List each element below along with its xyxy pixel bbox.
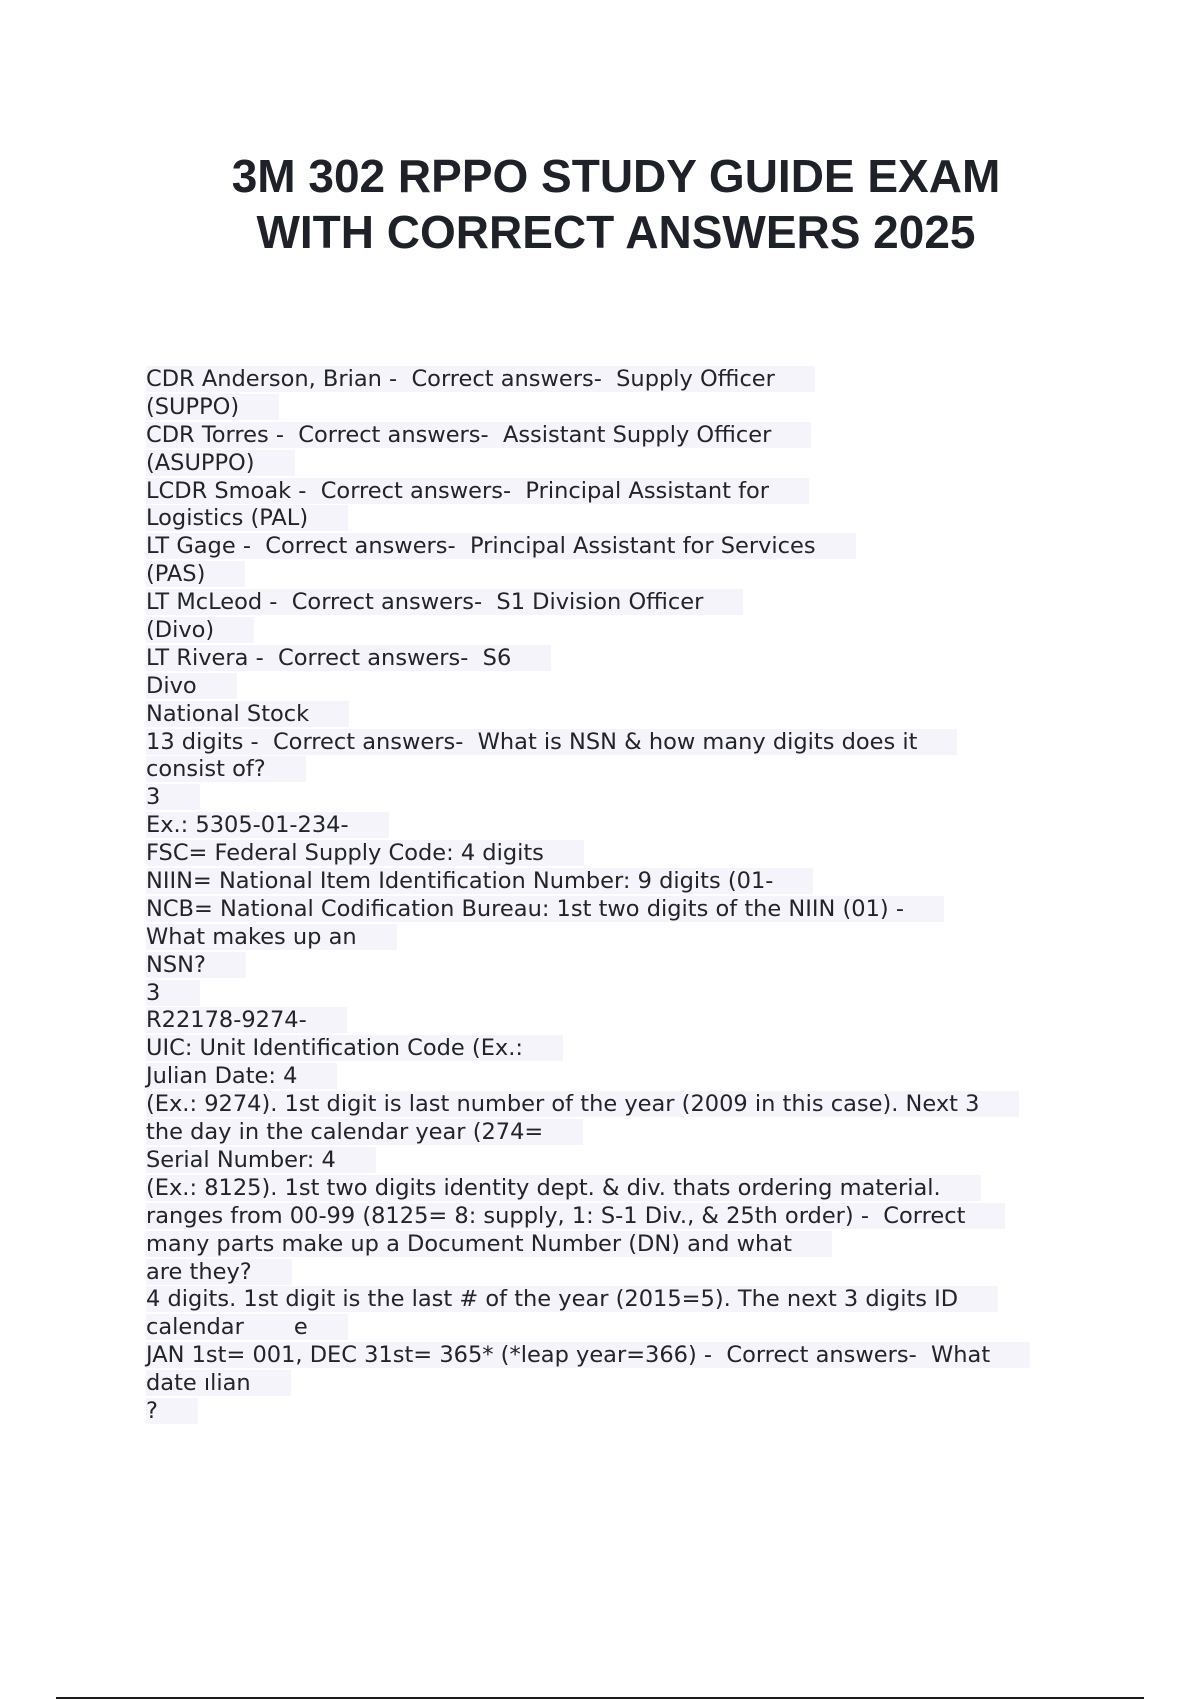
text-line: [146, 1091, 1146, 1119]
text-line: [146, 980, 1146, 1008]
text-line-content: Serial Number: 4: [146, 1147, 376, 1173]
text-line-content: date ılian: [146, 1370, 291, 1396]
text-line-content: are they?: [146, 1259, 292, 1285]
text-line: [146, 673, 1146, 701]
text-line: [146, 812, 1146, 840]
text-line: [146, 1175, 1146, 1203]
text-line: [146, 617, 1146, 645]
text-line-content: Logistics (PAL): [146, 505, 348, 531]
text-line: [146, 1035, 1146, 1063]
text-line: [146, 729, 1146, 757]
text-line: [146, 840, 1146, 868]
text-line-content: (Ex.: 9274). 1st digit is last number of the year (2009 in this case). Next 3: [146, 1091, 1019, 1117]
body-text: [146, 366, 1146, 1426]
text-line-content: ranges from 00-99 (8125= 8: supply, 1: S-1 Div., & 25th order) - Correct: [146, 1203, 1005, 1229]
text-line-content: CDR Torres - Correct answers- Assistant Supply Officer: [146, 422, 811, 448]
text-line: [146, 422, 1146, 450]
text-line-content: FSC= Federal Supply Code: 4 digits: [146, 840, 584, 866]
title-line-2: WITH CORRECT ANSWERS 2025: [256, 206, 976, 258]
text-line-content: JAN 1st= 001, DEC 31st= 365* (*leap year=366) - Correct answers- What: [146, 1342, 1030, 1368]
title-line-1: 3M 302 RPPO STUDY GUIDE EXAM: [231, 150, 1001, 202]
text-line-content: LCDR Smoak - Correct answers- Principal Assistant for: [146, 478, 809, 504]
text-line-content: 4 digits. 1st digit is the last # of the year (2015=5). The next 3 digits ID: [146, 1286, 998, 1312]
text-line: [146, 589, 1146, 617]
text-line-content: UIC: Unit Identification Code (Ex.:: [146, 1035, 563, 1061]
text-line: [146, 756, 1146, 784]
text-line-content: 13 digits - Correct answers- What is NSN & how many digits does it: [146, 729, 957, 755]
text-line: [146, 1370, 1146, 1398]
text-line: [146, 366, 1146, 394]
text-line: [146, 701, 1146, 729]
text-line: [146, 1147, 1146, 1175]
text-line: [146, 394, 1146, 422]
text-line: [146, 533, 1146, 561]
text-line-content: (PAS): [146, 561, 245, 587]
text-line: [146, 1398, 1146, 1426]
text-line-content: Julian Date: 4: [146, 1063, 337, 1089]
text-line: [146, 1342, 1146, 1370]
text-line-content: NIIN= National Item Identification Number: 9 digits (01-: [146, 868, 813, 894]
text-line-content: LT Rivera - Correct answers- S6: [146, 645, 551, 671]
text-line-content: (ASUPPO): [146, 450, 295, 476]
text-line-content: Divo: [146, 673, 237, 699]
text-line-content: What makes up an: [146, 924, 397, 950]
text-line: [146, 1203, 1146, 1231]
text-line-content: NSN?: [146, 952, 246, 978]
page-title: [0, 148, 1200, 260]
text-line-content: (SUPPO): [146, 394, 279, 420]
footer-rule: [56, 1697, 1144, 1699]
text-line: [146, 1286, 1146, 1314]
text-line-content: CDR Anderson, Brian - Correct answers- Supply Officer: [146, 366, 815, 392]
text-line-content: (Divo): [146, 617, 254, 643]
text-line: [146, 896, 1146, 924]
text-line-content: R22178-9274-: [146, 1007, 347, 1033]
text-line: [146, 505, 1146, 533]
text-line: [146, 478, 1146, 506]
text-line-content: LT McLeod - Correct answers- S1 Division Officer: [146, 589, 743, 615]
text-line-content: ?: [146, 1398, 198, 1424]
text-line: [146, 924, 1146, 952]
text-line-content: the day in the calendar year (274=: [146, 1119, 583, 1145]
text-line-content: consist of?: [146, 756, 306, 782]
text-line-content: calendar e: [146, 1314, 348, 1340]
text-line: [146, 868, 1146, 896]
text-line: [146, 952, 1146, 980]
text-line: [146, 450, 1146, 478]
text-line-content: many parts make up a Document Number (DN) and what: [146, 1231, 832, 1257]
text-line-content: NCB= National Codification Bureau: 1st two digits of the NIIN (01) -: [146, 896, 944, 922]
text-line-content: Ex.: 5305-01-234-: [146, 812, 389, 838]
text-line: [146, 784, 1146, 812]
text-line-content: 3: [146, 980, 200, 1006]
text-line: [146, 645, 1146, 673]
text-line-content: 3: [146, 784, 200, 810]
text-line: [146, 1119, 1146, 1147]
text-line: [146, 1063, 1146, 1091]
text-line-content: LT Gage - Correct answers- Principal Assistant for Services: [146, 533, 856, 559]
text-line-content: National Stock: [146, 701, 349, 727]
text-line-content: (Ex.: 8125). 1st two digits identity dept. & div. thats ordering material.: [146, 1175, 981, 1201]
text-line: [146, 1231, 1146, 1259]
text-line: [146, 1007, 1146, 1035]
text-line: [146, 561, 1146, 589]
text-line: [146, 1314, 1146, 1342]
text-line: [146, 1259, 1146, 1287]
